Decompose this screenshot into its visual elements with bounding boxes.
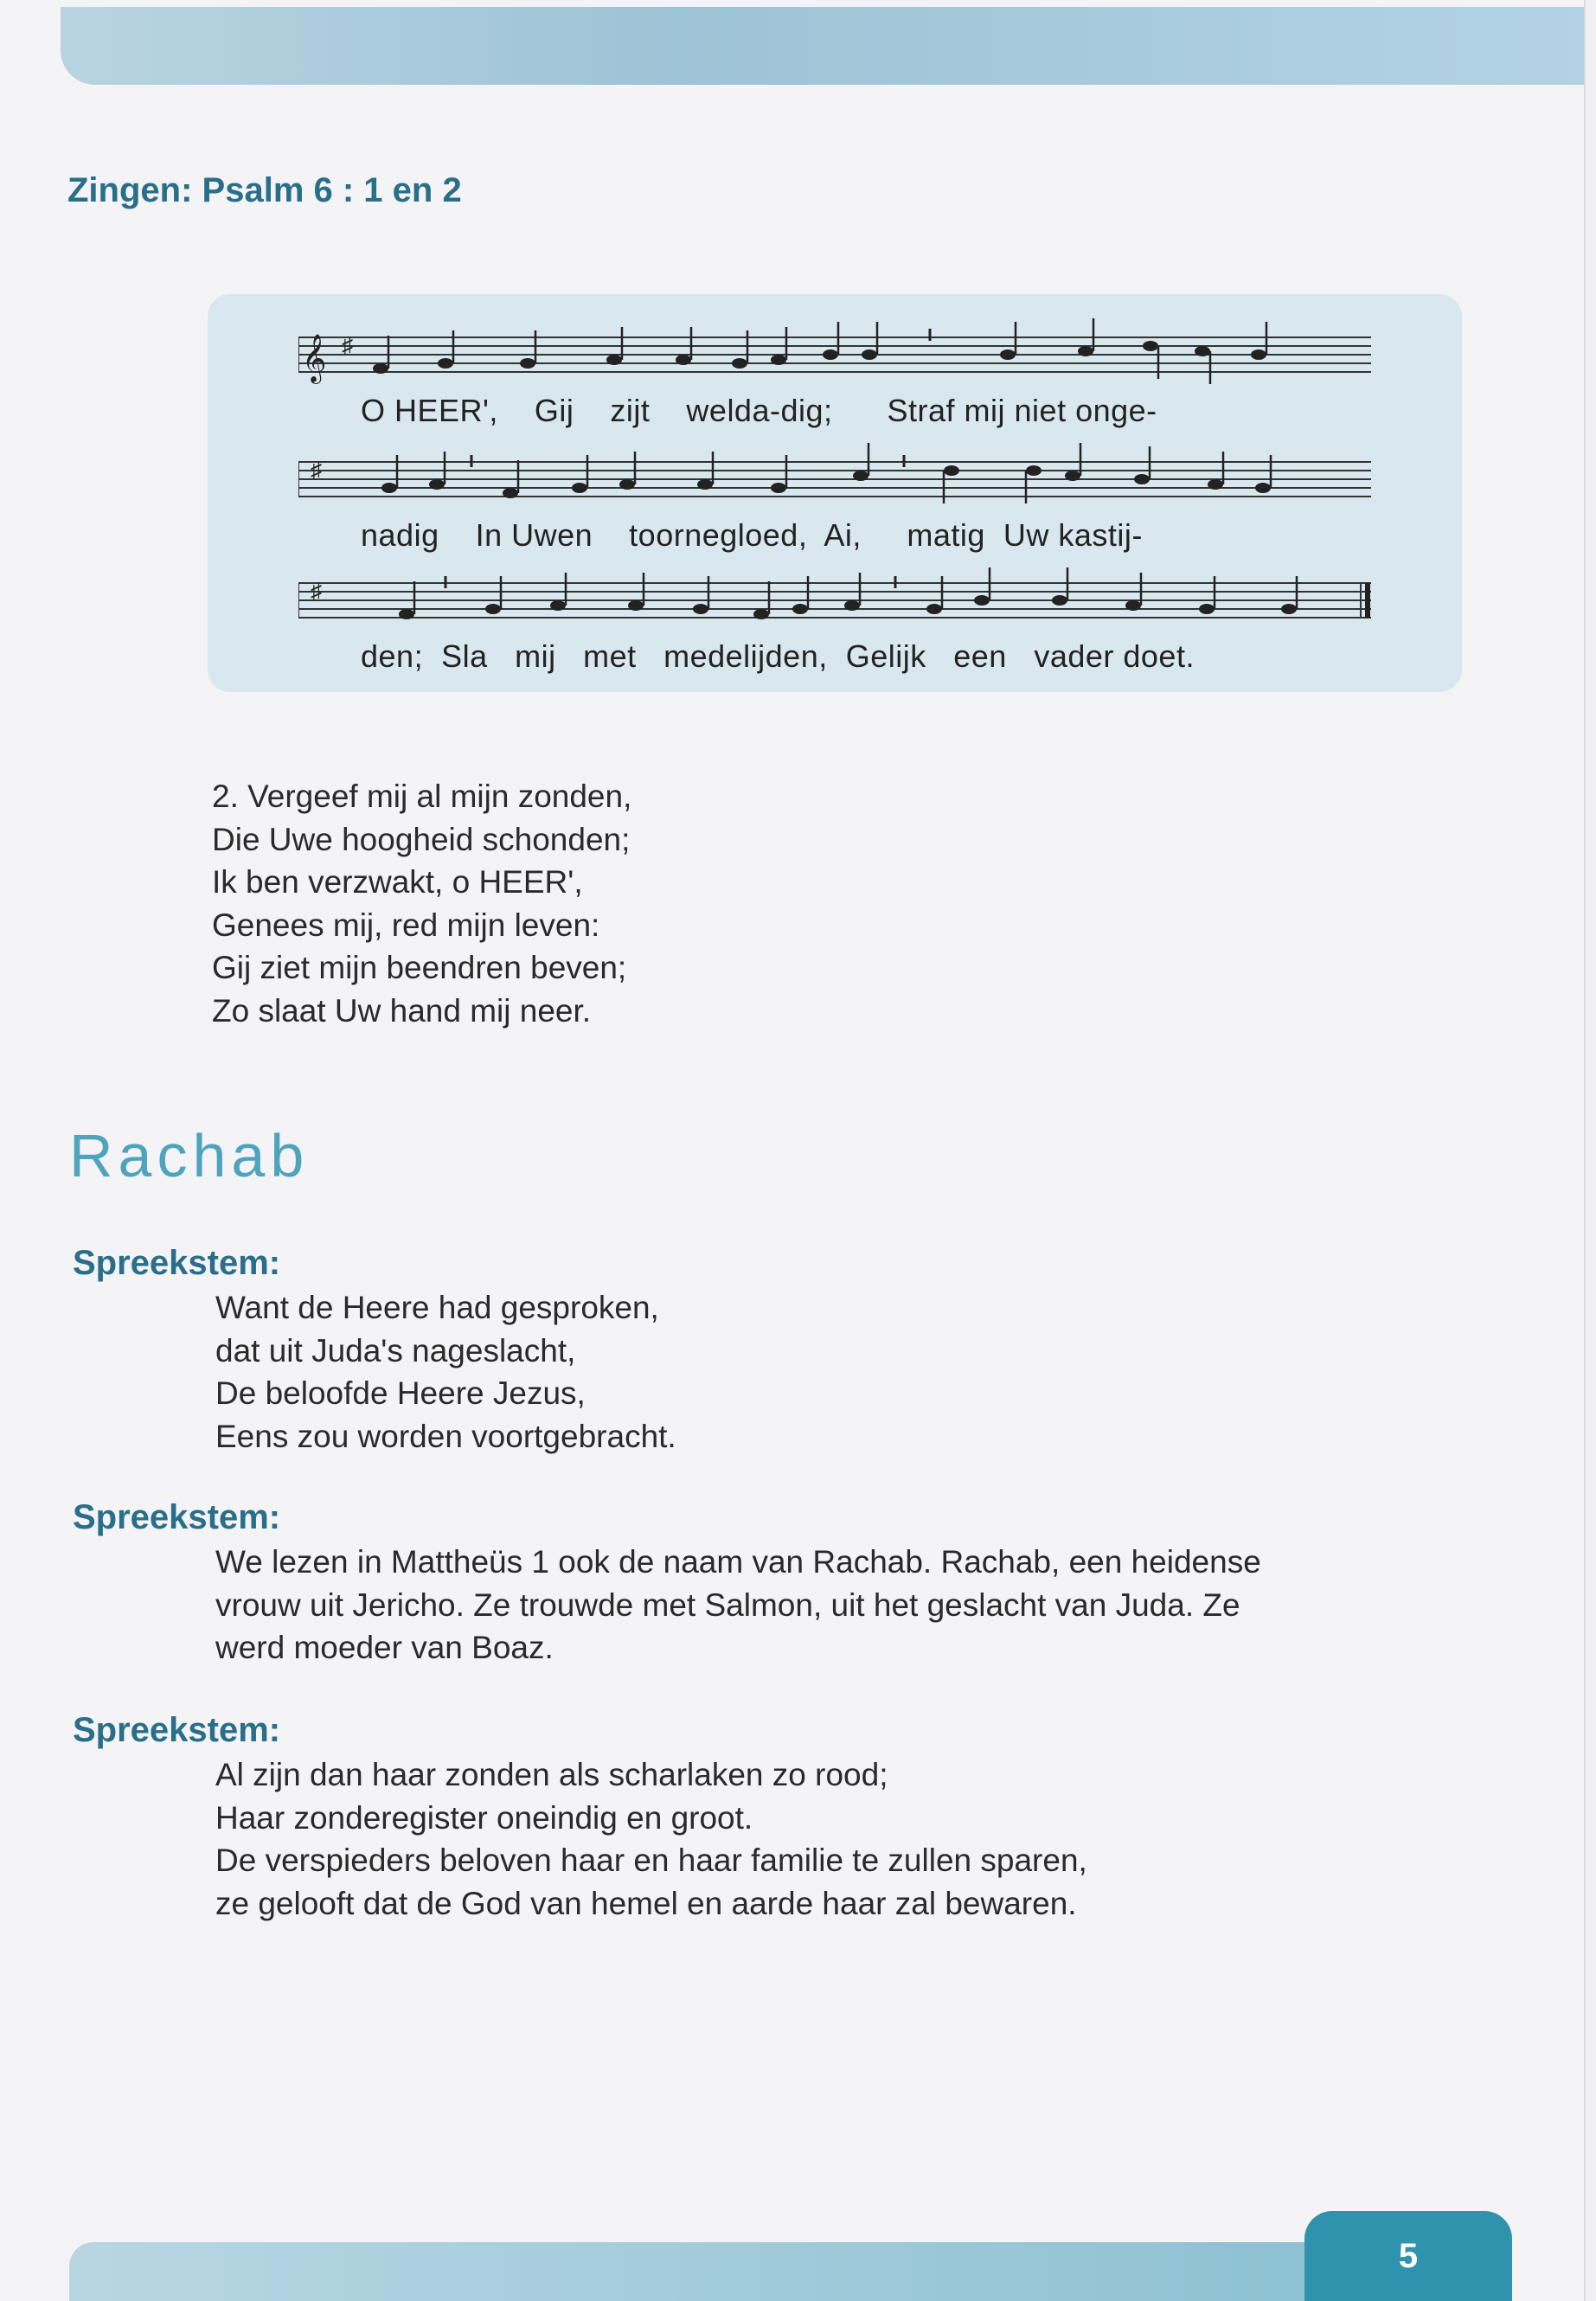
sing-heading: Zingen: Psalm 6 : 1 en 2 (67, 171, 462, 209)
music-staff-1 (298, 318, 1371, 429)
page-number: 5 (1304, 2211, 1512, 2301)
text-line: De verspieders beloven haar en haar familie te zullen sparen, (215, 1843, 1087, 1878)
text-line: We lezen in Mattheüs 1 ook de naam van Rachab. Rachab, een heidense (215, 1544, 1261, 1580)
svg-text:♯: ♯ (342, 332, 353, 358)
speaker-text (215, 1753, 1457, 1925)
text-line: ze gelooft dat de God van hemel en aarde haar zal bewaren. (215, 1885, 1077, 1921)
speaker-block-1 (73, 1244, 1457, 1458)
speaker-label: Spreekstem: (73, 1244, 281, 1282)
lyric-line-2: nadig In Uwen toornegloed, Ai, matig Uw kastij- (361, 517, 1143, 553)
footer-band (69, 2242, 1306, 2301)
speaker-label: Spreekstem: (73, 1498, 281, 1536)
svg-text:𝄞: 𝄞 (302, 334, 327, 382)
speaker-block-3 (73, 1711, 1457, 1925)
text-line: De beloofde Heere Jezus, (215, 1375, 586, 1411)
speaker-text (215, 1541, 1457, 1670)
text-line: Want de Heere had gesproken, (215, 1290, 659, 1325)
staff-lines (298, 318, 1371, 388)
text-line: Haar zonderegister oneindig en groot. (215, 1799, 753, 1836)
lyric-line-1: O HEER', Gij zijt welda-dig; Straf mij niet onge- (361, 393, 1157, 428)
svg-text:♯: ♯ (311, 578, 322, 604)
svg-text:♯: ♯ (311, 457, 322, 483)
staff-lines (298, 443, 1371, 512)
speaker-text (215, 1286, 1457, 1458)
lyric-line-3: den; Sla mij met medelijden, Gelijk een vader doet. (361, 638, 1195, 674)
staff-lines (298, 564, 1371, 633)
text-line: werd moeder van Boaz. (215, 1630, 554, 1665)
speaker-block-2 (73, 1498, 1457, 1670)
text-line: Eens zou worden voortgebracht. (215, 1418, 676, 1454)
text-line: vrouw uit Jericho. Ze trouwde met Salmon, uit het geslacht van Juda. Ze (215, 1586, 1240, 1623)
verse-line: Zo slaat Uw hand mij neer. (212, 992, 592, 1029)
verse-line: Gij ziet mijn beendren beven; (212, 950, 627, 985)
speaker-label: Spreekstem: (73, 1711, 281, 1749)
text-line: dat uit Juda's nageslacht, (215, 1332, 576, 1368)
verse-line: Ik ben verzwakt, o HEER', (212, 864, 583, 900)
music-staff-3 (298, 564, 1371, 675)
verse-2 (212, 775, 631, 1032)
text-line: Al zijn dan haar zonden als scharlaken zo rood; (215, 1757, 888, 1792)
section-title: Rachab (69, 1122, 310, 1189)
header-band (61, 7, 1592, 85)
music-staff-2 (298, 443, 1371, 554)
verse-line: Die Uwe hoogheid schonden; (212, 821, 631, 857)
page-edge (1584, 0, 1596, 2301)
verse-line: Genees mij, red mijn leven: (212, 907, 600, 943)
verse-line: 2. Vergeef mij al mijn zonden, (212, 779, 632, 814)
